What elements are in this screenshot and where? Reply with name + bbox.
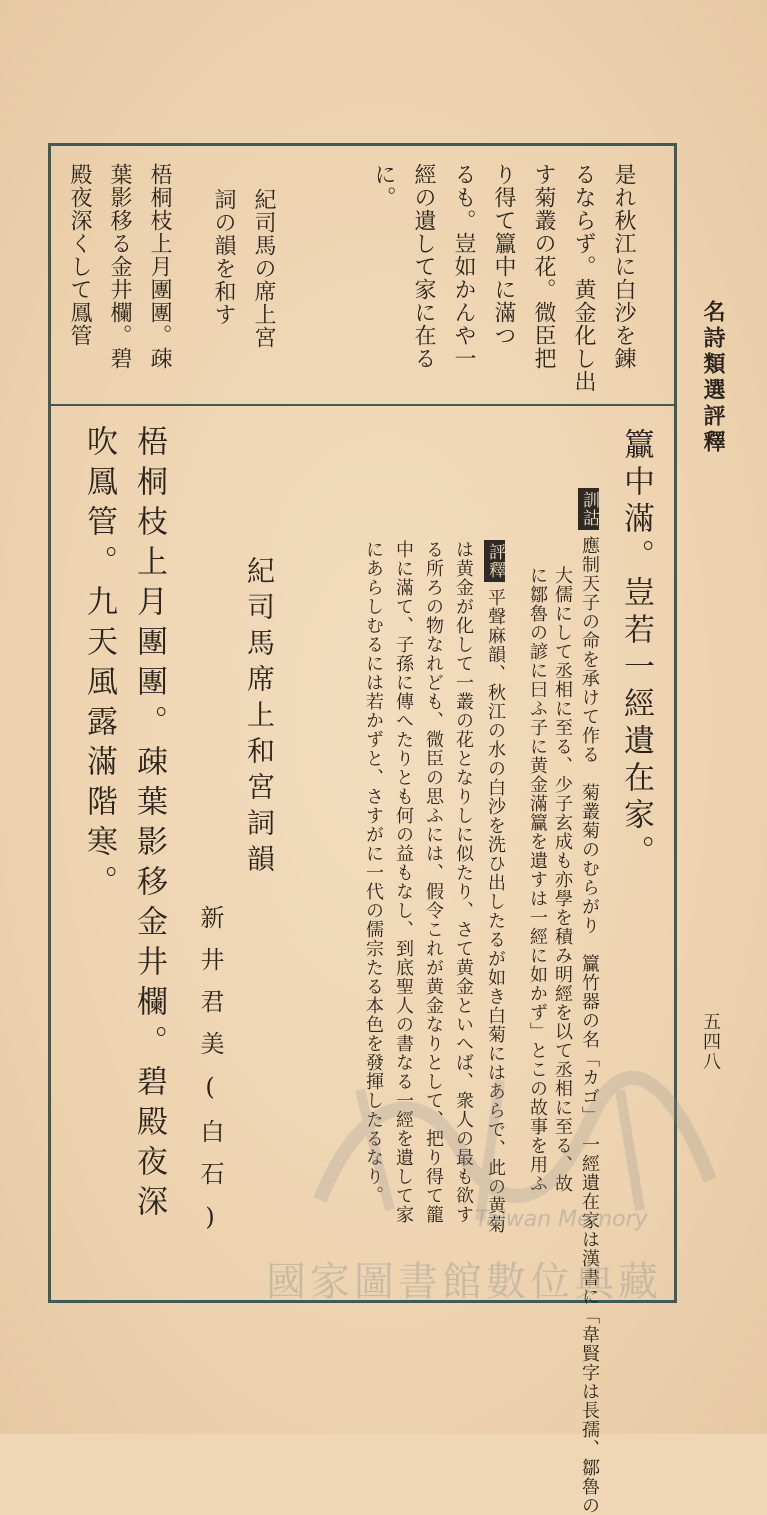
upper-poem-line: 葉影移る金井欄。碧 xyxy=(107,163,132,370)
upper-text-line: るならず。黄金化し出 xyxy=(571,163,596,393)
hyoshaku-tag: 評釋 xyxy=(484,540,505,582)
hyoshaku-text: 平聲麻韻、秋江の水の白沙を洗ひ出したるが如き白菊にはあらで、此の黄菊 xyxy=(485,588,506,1234)
watermark-english: Taiwan Memory xyxy=(475,1207,648,1232)
poem-line: 吹鳳管。九天風露滿階寒。 xyxy=(81,425,117,905)
hyoshaku-line: る所ろの物なれども、微臣の思ふには、假令これが黄金なりとして、把り得て籠 xyxy=(423,540,444,1224)
upper-poem-title: 紀司馬の席上宮 xyxy=(251,188,276,349)
kunko-line xyxy=(578,488,599,1515)
upper-text-line: り得て籯中に滿つ xyxy=(491,163,516,347)
poem-line: 梧桐枝上月團團。疎葉影移金井欄。碧殿夜深 xyxy=(131,425,167,1225)
watermark-seal-graphic xyxy=(300,1060,720,1230)
book-title: 名詩類選評釋 xyxy=(700,300,725,456)
kunko-line: 大儒にして丞相に至る、少子玄成も亦學を積み明經を以て丞相に至る、故 xyxy=(552,566,573,1193)
upper-poem-line: 梧桐枝上月團團。疎 xyxy=(147,163,172,370)
kunko-tag: 訓詁 xyxy=(578,488,599,530)
upper-text-line: に。 xyxy=(371,163,396,209)
kunko-line: に鄒魯の諺に曰ふ子に黄金滿籯を遺すは一經に如かず」とこの故事を用ふ xyxy=(527,566,548,1193)
upper-poem-line: 殿夜深くして鳳管 xyxy=(67,163,92,347)
upper-text-line: るも。豈如かんや一 xyxy=(451,163,476,370)
section-divider xyxy=(48,404,677,406)
upper-text-line: す菊叢の花。微臣把 xyxy=(531,163,556,370)
kunko-text: 應制天子の命を承けて作る 菊叢菊のむらがり 籯竹器の名「カゴ」 一經遺在家は漢書に「韋賢字は長孺、鄒魯の xyxy=(579,536,600,1515)
poem-author: 新井君美(白石) xyxy=(196,905,224,1249)
main-verse-line: 籯中滿。豈若一經遺在家。 xyxy=(618,428,654,872)
hyoshaku-line: 中に滿て、子孫に傳へたりとも何の益もなし、到底聖人の書なる一經を遺して家 xyxy=(393,540,414,1224)
hyoshaku-line: は黄金が化して一叢の花となりしに似たり、さて黄金といへば、衆人の最も欲す xyxy=(453,540,474,1224)
poem-title: 紀司馬席上和宮詞韻 xyxy=(243,556,276,880)
upper-poem-title: 詞の韻を和す xyxy=(211,188,236,326)
watermark-text: 國家圖書館數位典藏 xyxy=(266,1259,662,1305)
upper-text-line: 是れ秋江に白沙を錬 xyxy=(611,163,636,370)
page-number: 五四八 xyxy=(700,1012,721,1072)
upper-text-line: 經の遺して家に在る xyxy=(411,163,436,370)
hyoshaku-line: にあらしむるには若かずと、さすがに一代の儒宗たる本色を發揮したるなり。 xyxy=(363,540,384,1205)
